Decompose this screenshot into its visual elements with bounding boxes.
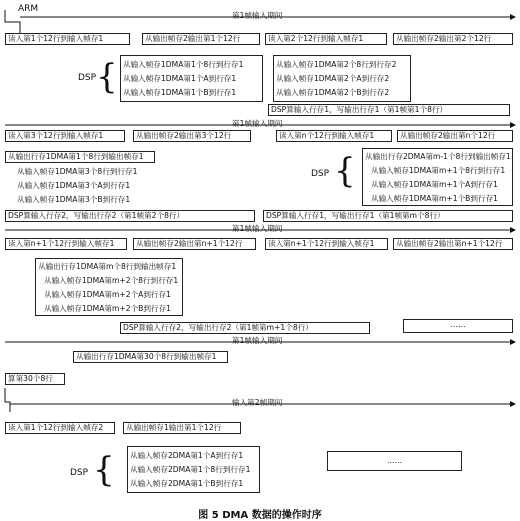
read-input-box: 读入第n+1个12行到输入帧存1 [5, 238, 127, 250]
dsp-calc-box: DSP算输入行存1，写输出行存1（第1帧第m个8行） [263, 210, 513, 222]
period-1-label: 第1帧输入期间 [232, 11, 283, 20]
dsp-calc-box: DSP算输入行存2，写输出行存2（第1帧第m+1个8行） [120, 322, 370, 334]
dma-line: 从输入帧存1DMA第2个A到行存2 [276, 74, 390, 83]
period-1-label: 第1帧输入期间 [232, 224, 283, 233]
dma-line: 从输入帧存1DMA第m+2个B到行存1 [44, 304, 171, 313]
dma-lines [15, 165, 147, 207]
dsp-calc-box: DSP算输入行存1，写输出行存1（第1帧第1个8行） [268, 104, 510, 116]
dma-line: 从输入帧存1DMA第3个8行到行存1 [17, 167, 138, 176]
dma-line: 从输入帧存2DMA第1个8行到行存1 [130, 465, 251, 474]
dma-group [127, 446, 260, 493]
calc30-box: 算第30个8行 [5, 373, 65, 385]
dma-line: 从输入帧存1DMA第2个8行到行存2 [276, 60, 397, 69]
read-input-box: 读入第3个12行到输入帧存1 [5, 130, 125, 142]
figure-caption: 图 5 DMA 数据的操作时序 [198, 510, 322, 521]
arm-label: ARM [18, 4, 39, 14]
read-input-box: 读入第1个12行到输入帧存2 [5, 422, 115, 434]
brace-icon: { [334, 151, 356, 191]
period-2-label: 输入第2帧期间 [232, 398, 283, 407]
dma-line: 从输入帧存1DMA第1个B到行存1 [123, 88, 237, 97]
read-input-box: 读入第1个12行到输入帧存1 [5, 33, 130, 45]
dsp-label: DSP [78, 73, 97, 83]
dma-line: 从输入帧存1DMA第2个B到行存2 [276, 88, 390, 97]
read-input-box: 读入第n+1个12行到输入帧存1 [265, 238, 388, 250]
ellipsis-box: …… [327, 451, 462, 471]
read-input-box: 读入第n个12行到输入帧存1 [276, 130, 392, 142]
dma-out-box: 从输出行存1DMA第30个8行到输出帧存1 [73, 351, 228, 363]
dma-line: 从输入帧存1DMA第3个B到行存1 [17, 195, 131, 204]
output-box: 从输出帧存2输出第n+1个12行 [393, 238, 513, 250]
period-1-label: 第1帧输入期间 [232, 336, 283, 345]
ellipsis-box: …… [403, 319, 513, 333]
output-box: 从输出帧存2输出第2个12行 [393, 33, 513, 45]
dma-group [273, 55, 411, 102]
dma-line: 从输入帧存1DMA第m+2个A到行存1 [44, 290, 171, 299]
dma-line: 从输入帧存1DMA第3个A到行存1 [17, 181, 131, 190]
dma-line: 从输出行存1DMA第m个8行到输出帧存1 [38, 262, 177, 271]
dma-line: 从输入帧存2DMA第1个A到行存1 [130, 451, 244, 460]
output-box: 从输出帧存2输出第n+1个12行 [133, 238, 256, 250]
dma-line: 从输入帧存1DMA第1个8行到行存1 [123, 60, 244, 69]
dma-group [362, 148, 513, 206]
dma-line: 从输出行存1DMA第1个8行到输出帧存1 [5, 151, 155, 163]
output-box: 从输出帧存1输出第1个12行 [123, 422, 241, 434]
output-box: 从输出帧存2输出第3个12行 [133, 130, 251, 142]
output-box: 从输出帧存2输出第1个12行 [142, 33, 260, 45]
dsp-label: DSP [70, 468, 89, 478]
read-input-box: 读入第2个12行到输入帧存1 [265, 33, 387, 45]
period2-bracket [5, 388, 10, 412]
dma-line: 从输入帧存1DMA第m+1个B到行存1 [371, 194, 498, 203]
dma-group [5, 151, 155, 207]
brace-icon: { [96, 57, 118, 97]
dsp-calc-box: DSP算输入行存2，写输出行存2（第1帧第2个8行） [5, 210, 255, 222]
dma-line: 从输入帧存1DMA第m+2个8行到行存1 [44, 276, 179, 285]
dma-line: 从输入帧存2DMA第1个B到行存1 [130, 479, 244, 488]
dma-line: 从输入帧存1DMA第m+1个A到行存1 [371, 180, 498, 189]
brace-icon: { [93, 450, 115, 490]
output-box: 从输出帧存2输出第n个12行 [397, 130, 513, 142]
dma-group [120, 55, 263, 102]
dma-line: 从输入帧存1DMA第1个A到行存1 [123, 74, 237, 83]
dma-group [35, 258, 183, 316]
period-1-label: 第1帧输入期间 [232, 119, 283, 128]
dsp-label: DSP [311, 169, 330, 179]
dma-line: 从输入帧存1DMA第m+1个8行到行存1 [371, 166, 506, 175]
dma-line: 从输出行存2DMA第m-1个8行到输出帧存1 [365, 152, 511, 161]
